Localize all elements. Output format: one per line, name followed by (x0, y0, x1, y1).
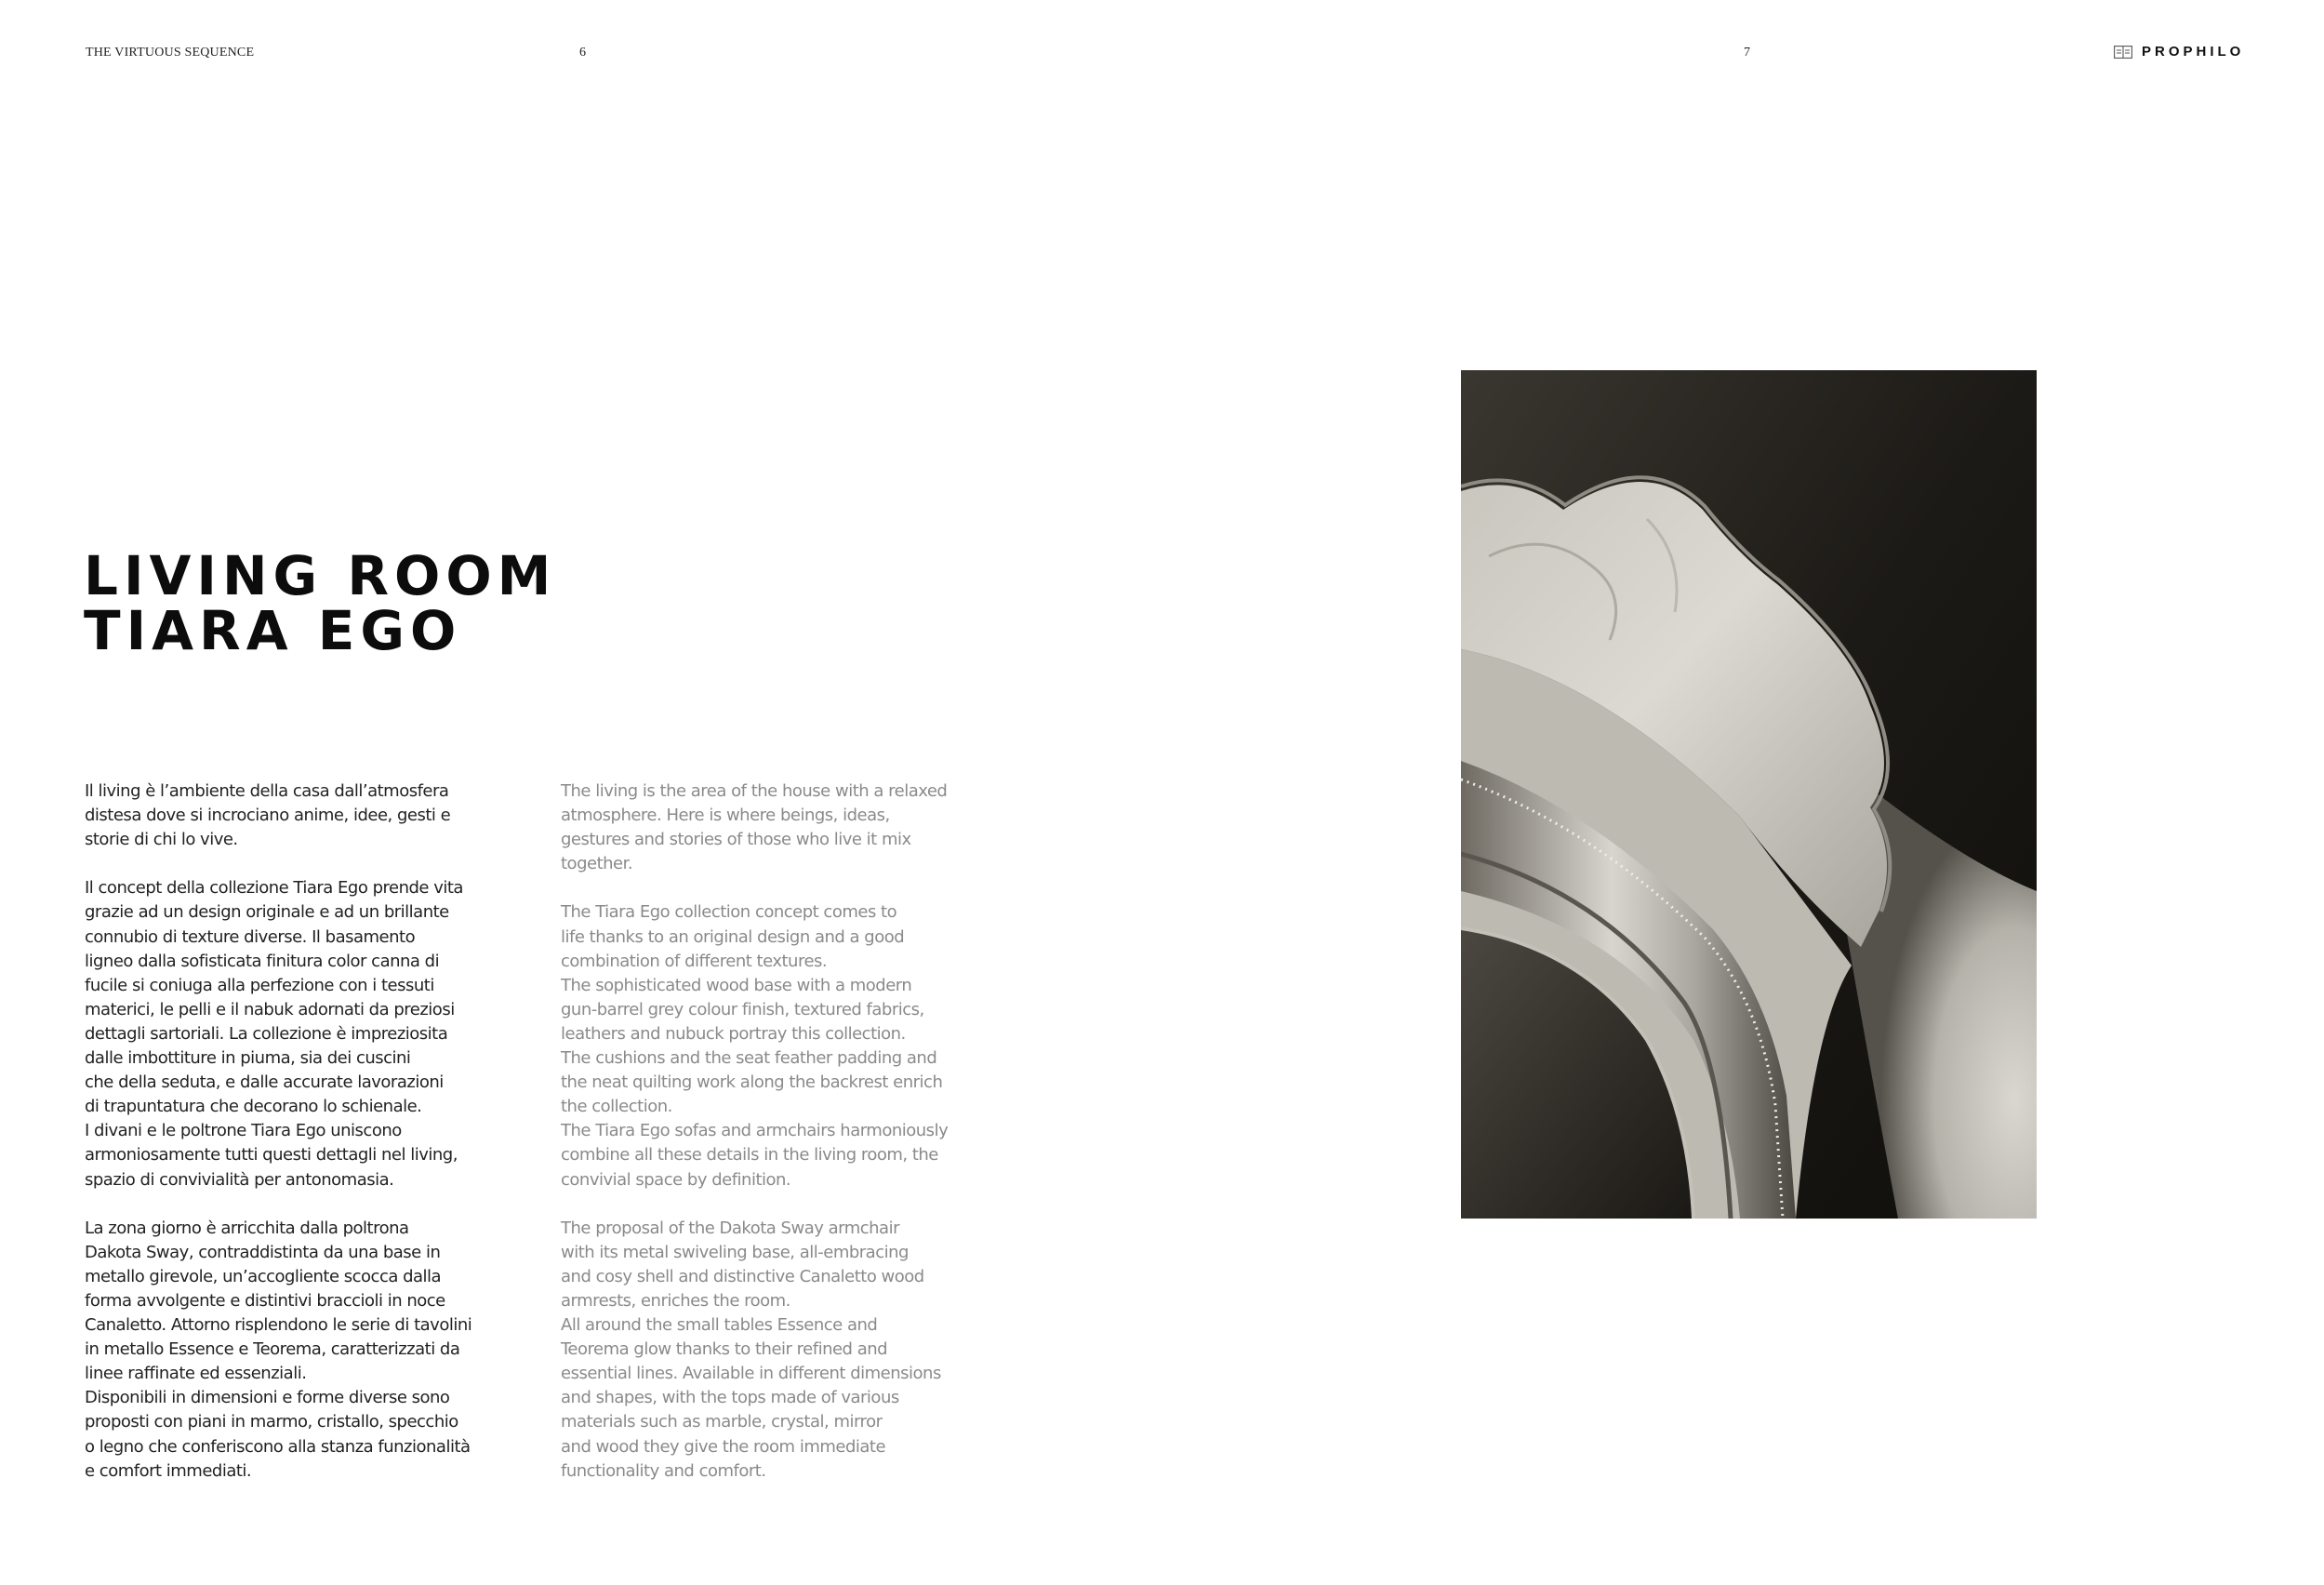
text-line: Teorema glow thanks to their refined and (561, 1339, 888, 1360)
text-line: proposti con piani in marmo, cristallo, specchio (85, 1412, 458, 1432)
english-text-column (561, 779, 961, 1508)
text-line: together. (561, 854, 633, 874)
text-line: Canaletto. Attorno risplendono le serie di tavolini (85, 1315, 472, 1336)
paragraph (561, 779, 961, 876)
title-line-2: TIARA EGO (84, 599, 462, 662)
text-line: o legno che conferiscono alla stanza funzionalità (85, 1436, 471, 1457)
title-line-1: LIVING ROOM (84, 544, 557, 607)
paragraph (85, 779, 485, 852)
text-line: armoniosamente tutti questi dettagli nel living, (85, 1145, 458, 1165)
text-line: dettagli sartoriali. La collezione è impreziosita (85, 1023, 448, 1044)
text-line: with its metal swiveling base, all-embracing (561, 1242, 909, 1262)
text-line: life thanks to an original design and a good (561, 926, 905, 947)
page-number-left: 6 (579, 46, 587, 60)
italian-text-column (85, 779, 485, 1508)
text-line: Disponibili in dimensioni e forme diverse sono (85, 1388, 450, 1408)
text-line: dalle imbottiture in piuma, sia dei cuscini (85, 1048, 411, 1069)
text-line: Il living è l’ambiente della casa dall’atmosfera (85, 781, 449, 801)
text-line: grazie ad un design originale e ad un brillante (85, 902, 449, 923)
text-line: The proposal of the Dakota Sway armchair (561, 1218, 899, 1238)
running-title: THE VIRTUOUS SEQUENCE (86, 46, 255, 60)
text-line: materials such as marble, crystal, mirror (561, 1412, 883, 1432)
text-line: I divani e le poltrone Tiara Ego uniscono (85, 1121, 402, 1141)
text-line: di trapuntatura che decorano lo schienale. (85, 1097, 422, 1117)
text-line: connubio di texture diverse. Il basamento (85, 926, 416, 947)
text-line: the neat quilting work along the backrest enrich (561, 1072, 943, 1093)
text-line: combination of different textures. (561, 951, 828, 971)
paragraph (561, 900, 961, 1192)
text-line: armrests, enriches the room. (561, 1290, 790, 1311)
text-line: ligneo dalla sofisticata finitura color canna di (85, 951, 440, 971)
text-line: essential lines. Available in different dimensions (561, 1364, 941, 1384)
armchair-detail-photo (1461, 370, 2037, 1219)
text-line: gun-barrel grey colour finish, textured fabrics, (561, 999, 924, 1019)
brand-mark-icon (2114, 46, 2132, 59)
text-line: The Tiara Ego sofas and armchairs harmoniously (561, 1121, 949, 1141)
paragraph (85, 876, 485, 1192)
text-line: linee raffinate ed essenziali. (85, 1364, 307, 1384)
text-line: convivial space by definition. (561, 1169, 791, 1190)
text-line: the collection. (561, 1097, 672, 1117)
text-line: forma avvolgente e distintivi braccioli in noce (85, 1290, 445, 1311)
page-title (84, 544, 557, 662)
text-line: and shapes, with the tops made of various (561, 1388, 899, 1408)
page-number-right: 7 (1744, 46, 1751, 60)
text-line: in metallo Essence e Teorema, caratterizzati da (85, 1339, 460, 1360)
text-line: The living is the area of the house with a relaxed (561, 781, 948, 801)
text-line: materici, le pelli e il nabuk adornati da preziosi (85, 999, 455, 1019)
text-line: and cosy shell and distinctive Canaletto wood (561, 1266, 924, 1286)
text-line: che della seduta, e dalle accurate lavorazioni (85, 1072, 444, 1093)
text-line: spazio di convivialità per antonomasia. (85, 1169, 394, 1190)
text-line: gestures and stories of those who live it mix (561, 830, 911, 850)
text-line: distesa dove si incrociano anime, idee, gesti e (85, 806, 451, 826)
text-line: atmosphere. Here is where beings, ideas, (561, 806, 890, 826)
brand-name: PROPHILO (2142, 44, 2245, 60)
paragraph (85, 1217, 485, 1484)
text-line: La zona giorno è arricchita dalla poltrona (85, 1218, 409, 1238)
text-line: e comfort immediati. (85, 1460, 252, 1481)
text-line: combine all these details in the living room, the (561, 1145, 938, 1165)
brand-logo (2114, 44, 2244, 60)
text-line: fucile si coniuga alla perfezione con i tessuti (85, 975, 434, 995)
text-line: The sophisticated wood base with a modern (561, 975, 912, 995)
text-line: The Tiara Ego collection concept comes to (561, 902, 897, 923)
text-line: and wood they give the room immediate (561, 1436, 886, 1457)
text-line: leathers and nubuck portray this collection. (561, 1023, 906, 1044)
text-line: storie di chi lo vive. (85, 830, 238, 850)
text-line: Dakota Sway, contraddistinta da una base in (85, 1242, 441, 1262)
text-line: All around the small tables Essence and (561, 1315, 878, 1336)
text-line: Il concept della collezione Tiara Ego prende vita (85, 878, 463, 899)
paragraph (561, 1217, 961, 1484)
text-line: metallo girevole, un’accogliente scocca dalla (85, 1266, 442, 1286)
text-line: functionality and comfort. (561, 1460, 766, 1481)
text-line: The cushions and the seat feather padding and (561, 1048, 937, 1069)
